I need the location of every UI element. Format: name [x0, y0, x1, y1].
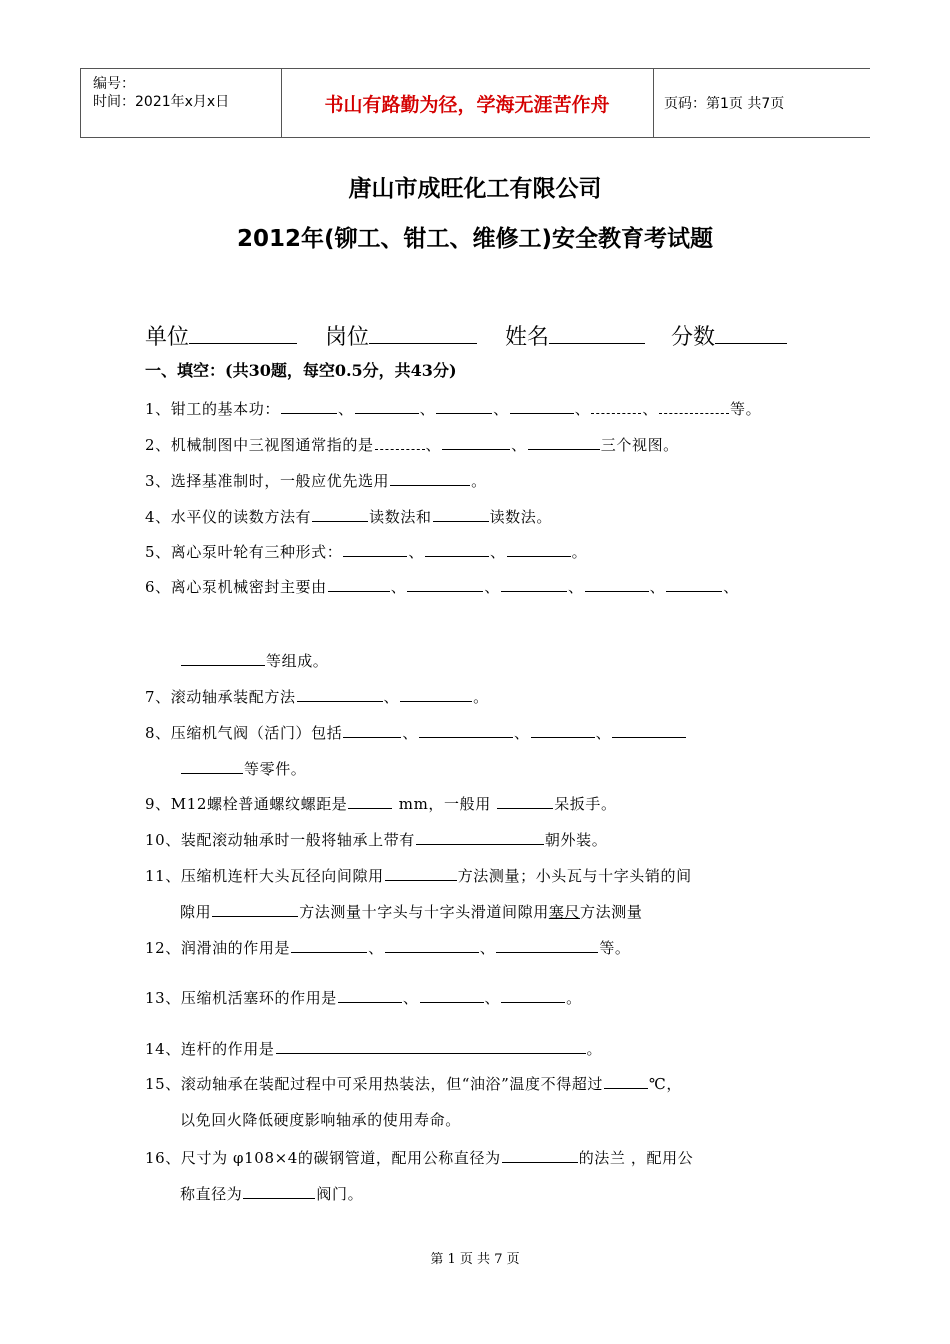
q3-text: 3、选择基准制时，一般应优先选用: [145, 472, 390, 490]
q11-end: 方法测量: [580, 903, 643, 921]
blank[interactable]: [407, 576, 483, 592]
question-7: 7、滚动轴承装配方法 、 。: [145, 688, 489, 706]
blank[interactable]: [528, 434, 600, 450]
blank[interactable]: [419, 722, 513, 738]
blank[interactable]: [496, 937, 598, 953]
blank[interactable]: [390, 470, 470, 486]
q11-text: 11、压缩机连杆大头瓦径向间隙用: [145, 867, 384, 885]
question-3: [145, 470, 487, 491]
page-label: 页码：第1页 共7页: [664, 96, 785, 112]
q1-text: 1、钳工的基本功：: [145, 400, 280, 418]
q10-text: 10、装配滚动轴承时一般将轴承上带有: [145, 831, 415, 849]
q7-end: 。: [473, 688, 489, 706]
code-label: 编号：: [93, 76, 135, 92]
blank[interactable]: [531, 722, 595, 738]
q15-text-b: ℃，: [649, 1075, 683, 1093]
q11-text-b: 方法测量；小头瓦与十字头销的间: [457, 867, 692, 885]
blank[interactable]: [312, 506, 368, 522]
blank[interactable]: [276, 1038, 586, 1054]
question-16-cont: [180, 1183, 363, 1204]
question-6-cont: [180, 650, 328, 671]
blank[interactable]: [591, 398, 641, 414]
blank[interactable]: [604, 1073, 648, 1089]
q8-text: 8、压缩机气阀（活门）包括: [145, 724, 343, 742]
blank[interactable]: [328, 576, 390, 592]
company-title: 唐山市成旺化工有限公司: [348, 176, 602, 202]
blank[interactable]: [297, 686, 383, 702]
name-label: 姓名: [505, 325, 550, 350]
q2-text: 2、机械制图中三视图通常指的是: [145, 436, 374, 454]
question-15-cont: [180, 1109, 461, 1130]
q11-text-d: 方法测量十字头与十字头滑道间隙用: [299, 903, 549, 921]
blank[interactable]: [385, 865, 457, 881]
q16-text-c: 称直径为: [180, 1185, 243, 1203]
question-9: [145, 793, 617, 814]
blank[interactable]: [343, 722, 401, 738]
score-label: 分数: [671, 325, 716, 350]
blank[interactable]: [281, 398, 337, 414]
blank[interactable]: [343, 541, 407, 557]
q10-end: 朝外装。: [544, 831, 608, 849]
blank[interactable]: [385, 937, 479, 953]
q4-end: 读数法。: [489, 508, 552, 526]
blank[interactable]: [338, 987, 402, 1003]
question-11: [145, 865, 692, 886]
blank[interactable]: [243, 1183, 315, 1199]
blank[interactable]: [425, 541, 489, 557]
page-footer: 第 1 页 共 7 页: [430, 1252, 520, 1267]
q11-text-c: 隙用: [180, 903, 212, 921]
header-left-cell: [80, 69, 282, 137]
blank[interactable]: [497, 793, 553, 809]
question-15: [145, 1073, 682, 1094]
q6-end: 等组成。: [266, 652, 329, 670]
q13-end: 。: [566, 989, 582, 1007]
q3-end: 。: [471, 472, 487, 490]
blank[interactable]: [510, 398, 574, 414]
question-8: 8、压缩机气阀（活门）包括 、 、 、: [145, 722, 687, 743]
blank[interactable]: [585, 576, 649, 592]
q5-text: 5、离心泵叶轮有三种形式：: [145, 543, 343, 561]
name-field[interactable]: [505, 320, 645, 351]
date-label: 时间：2021年x月x日: [93, 94, 230, 110]
question-5: 5、离心泵叶轮有三种形式： 、 、 。: [145, 543, 588, 561]
question-16: [145, 1147, 693, 1168]
q12-end: 等。: [599, 939, 631, 957]
post-label: 岗位: [325, 325, 370, 350]
blank[interactable]: [400, 686, 472, 702]
q4-text: 4、水平仪的读数方法有: [145, 508, 312, 526]
question-13: 13、压缩机活塞环的作用是 、 、 。: [145, 989, 582, 1007]
question-14: [145, 1038, 602, 1059]
q16-text-b: 的法兰 ，配用公: [578, 1149, 694, 1167]
q1-end: 等。: [730, 400, 762, 418]
blank[interactable]: [612, 722, 686, 738]
q9-text-b: mm，一般用: [398, 795, 491, 813]
q9-end: 呆扳手。: [554, 795, 617, 813]
blank[interactable]: [502, 1147, 578, 1163]
q2-end: 三个视图。: [600, 436, 679, 454]
q13-text: 13、压缩机活塞环的作用是: [145, 989, 337, 1007]
score-field[interactable]: [671, 320, 787, 351]
q12-text: 12、润滑油的作用是: [145, 939, 291, 957]
blank[interactable]: [212, 901, 298, 917]
question-10: [145, 829, 607, 850]
section-heading: 一、填空：(共30题，每空0.5分，共43分): [145, 361, 457, 380]
q7-text: 7、滚动轴承装配方法: [145, 688, 296, 706]
blank[interactable]: [348, 793, 392, 809]
post-field[interactable]: [325, 320, 477, 351]
q16-end: 阀门。: [316, 1185, 364, 1203]
blank[interactable]: [507, 541, 571, 557]
blank[interactable]: [416, 829, 544, 845]
question-2: 2、机械制图中三视图通常指的是 、 、 三个视图。: [145, 436, 679, 454]
blank[interactable]: [181, 758, 243, 774]
blank[interactable]: [442, 434, 510, 450]
q6-text: 6、离心泵机械密封主要由: [145, 578, 327, 596]
q9-text: 9、M12螺栓普通螺纹螺距是: [145, 795, 348, 813]
question-12: 12、润滑油的作用是 、 、 等。: [145, 939, 631, 957]
unit-field[interactable]: [145, 320, 297, 351]
blank[interactable]: [436, 398, 492, 414]
q16-text: 16、尺寸为 φ108×4的碳钢管道，配用公称直径为: [145, 1149, 501, 1167]
q15-text: 15、滚动轴承在装配过程中可采用热装法，但“油浴”温度不得超过: [145, 1075, 604, 1093]
q15-text-c: 以免回火降低硬度影响轴承的使用寿命。: [180, 1111, 461, 1129]
q14-text: 14、连杆的作用是: [145, 1040, 275, 1058]
q14-end: 。: [586, 1040, 603, 1058]
question-1: 1、钳工的基本功： 、 、 、 、 、 等。: [145, 400, 762, 418]
motto: 书山有路勤为径，学海无涯苦作舟: [281, 69, 654, 137]
q4-text-b: 读数法和: [369, 508, 432, 526]
q5-end: 。: [571, 543, 588, 561]
blank[interactable]: [420, 987, 484, 1003]
blank[interactable]: [355, 398, 419, 414]
question-6: 6、离心泵机械密封主要由 、 、 、 、 、: [145, 578, 739, 596]
question-4: [145, 506, 552, 527]
q8-end: 等零件。: [244, 760, 307, 778]
unit-label: 单位: [145, 325, 190, 350]
q11-answer: 塞尺: [548, 903, 581, 921]
blank[interactable]: [291, 937, 367, 953]
question-8-cont: [180, 758, 306, 779]
blank[interactable]: [181, 650, 265, 666]
blank[interactable]: [501, 987, 565, 1003]
blank[interactable]: [433, 506, 489, 522]
question-11-cont: [180, 901, 642, 922]
exam-title: 2012年(铆工、钳工、维修工)安全教育考试题: [236, 226, 714, 252]
blank[interactable]: [501, 576, 567, 592]
blank[interactable]: [659, 398, 729, 414]
header-box: [80, 68, 870, 138]
blank[interactable]: [375, 434, 425, 450]
blank[interactable]: [666, 576, 722, 592]
